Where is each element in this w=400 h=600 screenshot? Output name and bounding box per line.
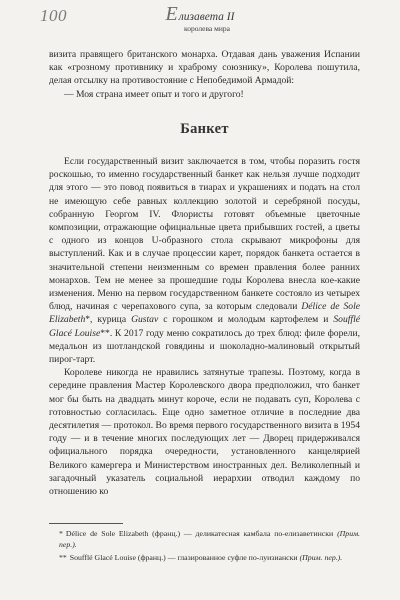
running-title-initial: Е xyxy=(165,3,178,25)
footnote-translator-note: (Прим. пер.). xyxy=(299,553,343,562)
dish-name-souffle: Soufflé Glacé Louise xyxy=(49,314,360,339)
footnotes xyxy=(49,523,360,565)
dish-name-gustav: Gustav xyxy=(131,314,159,326)
main-text xyxy=(49,48,360,498)
running-title xyxy=(0,4,400,24)
paragraph-text: с горошком и молодым картофелем и xyxy=(158,314,334,326)
footnote-item xyxy=(49,552,360,563)
running-subtitle: королева мира xyxy=(184,24,230,33)
page-number: 100 xyxy=(40,6,67,25)
quote-paragraph: — Моя страна имеет опыт и того и другого! xyxy=(64,88,244,100)
footnote-marker: * xyxy=(59,529,63,538)
footnote-item xyxy=(49,528,360,550)
paragraph-text: *, курица xyxy=(85,314,132,326)
paragraph-protocol: Королеве никогда не нравились затянутые трапезы. Поэтому, когда в середине правления Мастер Королевского двора предположил, что банкет мог бы быть на двадцать минут короче, если не подавать суп, Королева с готовностью согласилась. Еще одно заметное отличие в последние два десятилетия — протокол. Во время первого государственного визита в 1954 году — и в течение многих последующих лет — Дворец придерживался официального порядка очередности, установленного канцелярией Великого камергера и Министерством иностранных дел. Великолепный и загадочный указатель социальной иерархии отводил каждому по отношению ко xyxy=(49,367,360,498)
dish-name-sole: Délice de Sole Elizabeth xyxy=(49,301,360,326)
footnote-translator-note: (Прим. пер.). xyxy=(59,529,361,549)
section-heading: Банкет xyxy=(180,120,229,137)
paragraph-continuation: визита правящего британского монарха. Отдавая дань уважения Испании как «грозному противнику и храброму союзнику», Королева пошутила, делая отсылку на противостояние с Непобедимой Армадой: xyxy=(49,49,360,87)
paragraph-text: **. К 2017 году меню сократилось до трех блюд: филе форели, медальон из шотландской говядины и шоколадно-малиновый открытый пирог-тарт. xyxy=(49,327,360,366)
footnote-divider xyxy=(49,523,123,524)
running-head xyxy=(0,4,400,33)
footnote-text: Soufflé Glacé Louise (франц.) — глазированное суфле по-луизиански xyxy=(69,553,298,562)
footnote-text: Délice de Sole Elizabeth (франц.) — деликатесная камбала по-елизаветински xyxy=(65,529,334,538)
running-title-rest: лизавета II xyxy=(178,11,235,23)
paragraph-text: Если государственный визит заключается в том, чтобы поразить гостя роскошью, то именно государственный банкет как нельзя лучше подходит для этого — это повод появиться в тиарах и украшениях и подать на стол не имеющую себе равных коллекцию золотой и серебряной посуды, собранную Георгом IV. Флористы готовят объемные цветочные композиции, отражающие официальные цвета прибывших гостей, а цветы с одного из концов U-образного стола скрывают микрофоны для выступлений. Как и в случае процессии карет, порядок банкета остается в значительной степени неизменным со времен правления более ранних монархов. Тем не менее за прошедшие годы Королева внесла кое-какие изменения. Меню на первом государственном банкете состояло из четырех блюд, начиная с черепахового супа, за которым следовали xyxy=(49,156,360,313)
paragraph-banquet xyxy=(49,155,360,366)
footnote-marker: ** xyxy=(59,553,67,562)
